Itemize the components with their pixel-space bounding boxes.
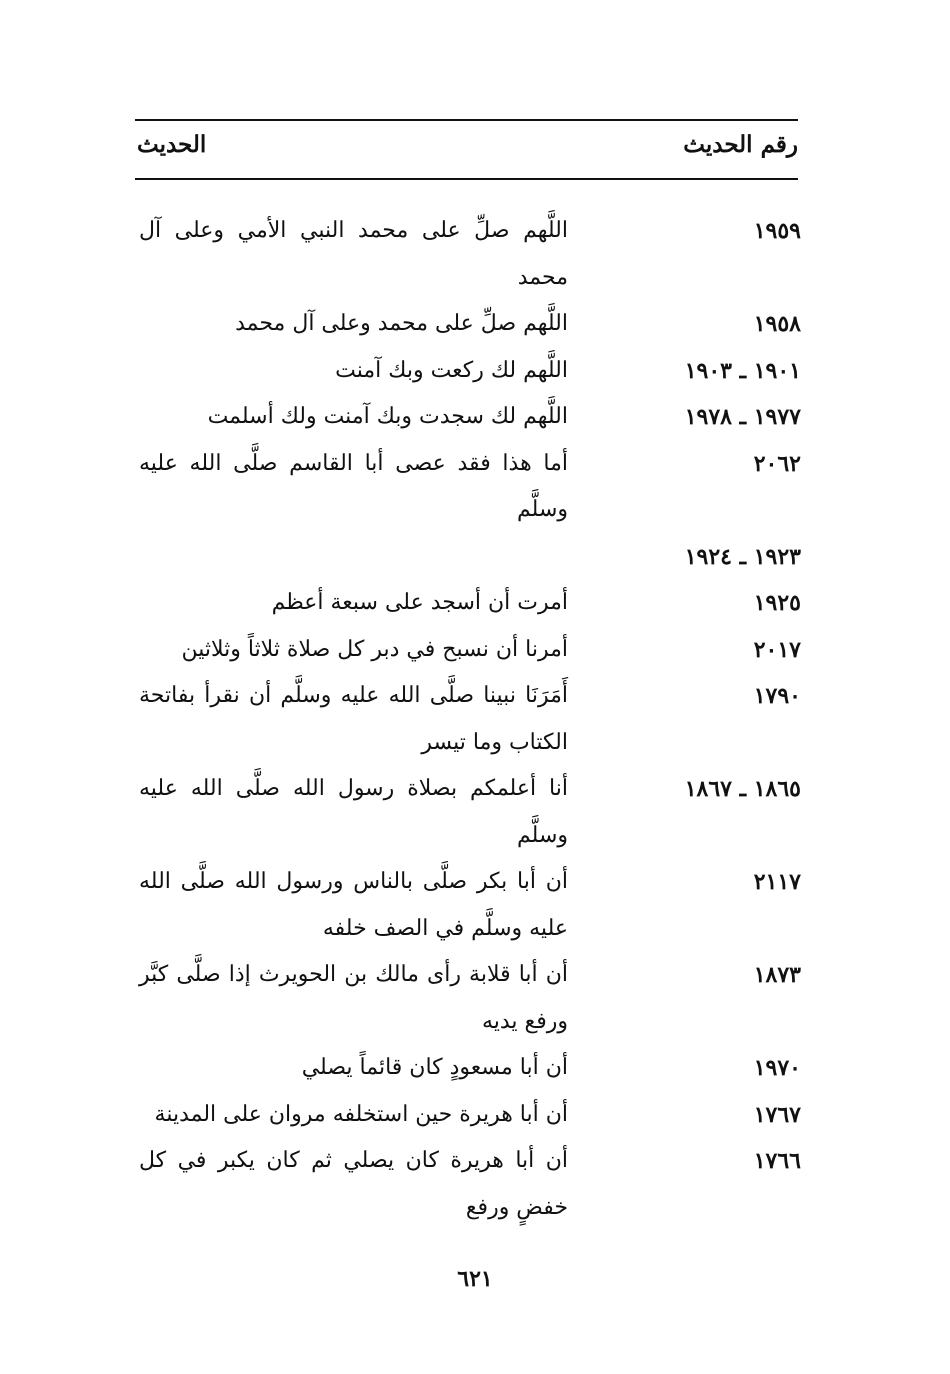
hadith-number: ٢٠٦٢ <box>753 450 801 477</box>
list-item <box>135 208 801 301</box>
hadith-number: ١٩٢٣ ـ ١٩٢٤ <box>684 543 801 570</box>
hadith-number: ١٨٧٣ <box>753 962 801 988</box>
hadith-text: أما هذا فقد عصى أبا القاسم صلَّى الله عليه وسلَّم <box>139 450 568 522</box>
column-header-text: الحديث <box>137 131 207 158</box>
list-item <box>135 534 801 581</box>
hadith-text: أن أبا مسعودٍ كان قائماً يصلي <box>301 1055 568 1080</box>
hadith-text: اللَّهم لك سجدت وبك آمنت ولك أسلمت <box>207 404 568 429</box>
list-item <box>135 859 801 952</box>
hadith-text: أن أبا هريرة حين استخلفه مروان على المدينة <box>154 1101 568 1127</box>
hadith-text: أنا أعلمكم بصلاة رسول الله صلَّى الله عليه وسلَّم <box>139 776 568 848</box>
hadith-text: أَمَرَنَا نبينا صلَّى الله عليه وسلَّم أن نقرأ بفاتحة الكتاب وما تيسر <box>139 683 568 755</box>
list-item <box>135 627 801 674</box>
hadith-number: ١٧٦٦ <box>753 1148 801 1174</box>
hadith-number: ١٩٢٥ <box>753 590 801 616</box>
list-item <box>135 766 801 859</box>
list-item <box>135 301 801 348</box>
list-item <box>135 1045 801 1092</box>
hadith-number: ١٨٦٥ ـ ١٨٦٧ <box>684 776 801 802</box>
hadith-text: اللَّهم لك ركعت وبك آمنت <box>335 357 568 383</box>
hadith-text: أن أبا قلابة رأى مالك بن الحويرث إذا صلَّى كبَّر ورفع يديه <box>139 962 568 1034</box>
header-top-rule <box>135 119 798 121</box>
list-item <box>135 394 801 441</box>
hadith-number: ١٩٥٩ <box>753 218 801 244</box>
list-item <box>135 1138 801 1231</box>
hadith-text: أمرت أن أسجد على سبعة أعظم <box>271 590 568 615</box>
hadith-text: أن أبا بكر صلَّى بالناس ورسول الله صلَّى الله عليه وسلَّم في الصف خلفه <box>139 869 568 941</box>
hadith-text: اللَّهم صلِّ على محمد النبي الأمي وعلى آل محمد <box>139 218 568 290</box>
column-header-number: رقم الحديث <box>683 131 798 158</box>
hadith-text: اللَّهم صلِّ على محمد وعلى آل محمد <box>235 311 568 336</box>
hadith-number: ١٩٧٠ <box>753 1055 801 1081</box>
hadith-number: ١٩٧٧ ـ ١٩٧٨ <box>684 404 801 430</box>
hadith-index-list <box>135 208 801 1231</box>
list-item <box>135 580 801 627</box>
hadith-number: ٢١١٧ <box>753 869 801 895</box>
hadith-number: ١٩٠١ ـ ١٩٠٣ <box>684 357 801 384</box>
hadith-number: ١٧٦٧ <box>753 1101 801 1128</box>
hadith-text: أمرنا أن نسبح في دبر كل صلاة ثلاثاً وثلاثين <box>181 636 568 662</box>
list-item <box>135 348 801 395</box>
list-item <box>135 952 801 1045</box>
hadith-number: ١٧٩٠ <box>753 683 801 709</box>
list-item <box>135 673 801 766</box>
hadith-number: ١٩٥٨ <box>753 311 801 337</box>
page-number: ٦٢١ <box>457 1266 493 1292</box>
list-item <box>135 1092 801 1139</box>
hadith-text: أن أبا هريرة كان يصلي ثم كان يكبر في كل خفضٍ ورفع <box>139 1148 568 1220</box>
header-bottom-rule <box>135 178 798 180</box>
list-item <box>135 441 801 534</box>
hadith-text <box>135 534 568 581</box>
hadith-number: ٢٠١٧ <box>753 636 801 663</box>
